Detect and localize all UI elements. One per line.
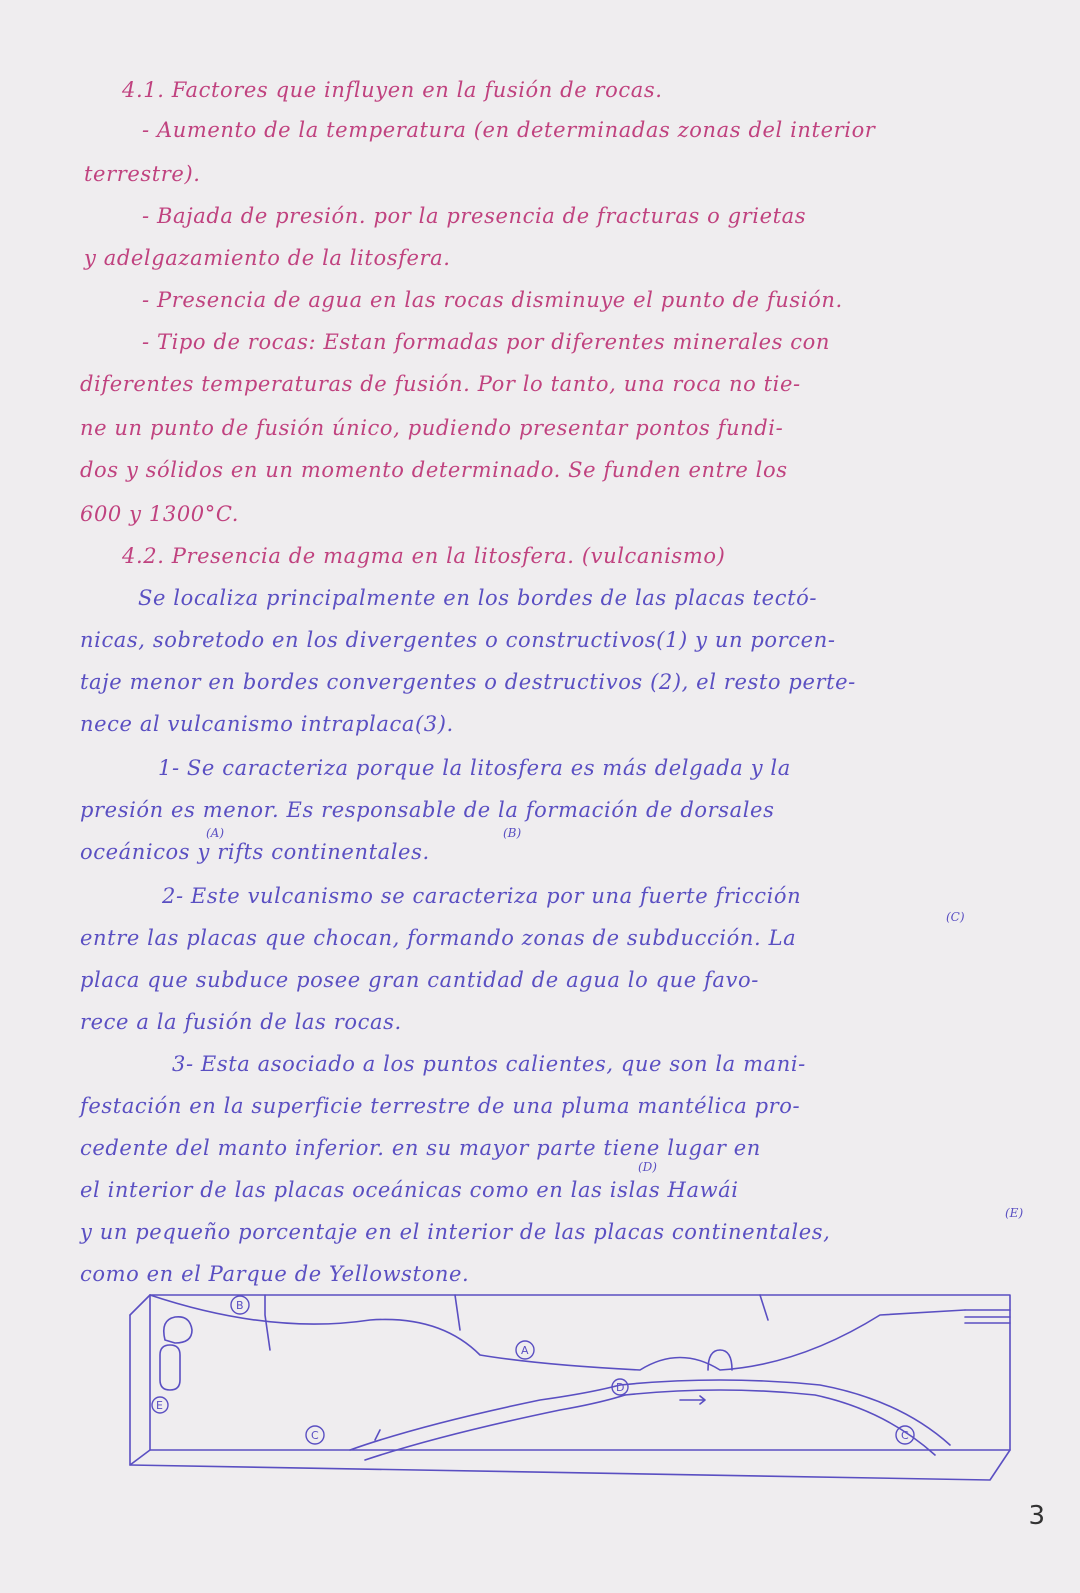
text-line: el interior de las placas oceánicas como en las islas Hawái bbox=[80, 1178, 739, 1202]
heading-4-2: 4.2. Presencia de magma en la litosfera. (vulcanismo) bbox=[122, 544, 726, 568]
text-line: diferentes temperaturas de fusión. Por lo tanto, una roca no tie- bbox=[80, 372, 801, 396]
plate-tectonics-diagram bbox=[120, 1275, 1030, 1490]
text-line: presión es menor. Es responsable de la formación de dorsales bbox=[80, 798, 775, 822]
text-line: taje menor en bordes convergentes o destructivos (2), el resto perte- bbox=[80, 670, 856, 694]
heading-4-1: 4.1. Factores que influyen en la fusión de rocas. bbox=[122, 78, 663, 102]
superscript-c: (C) bbox=[946, 910, 965, 924]
text-line: nece al vulcanismo intraplaca(3). bbox=[80, 712, 454, 736]
text-line: como en el Parque de Yellowstone. bbox=[80, 1262, 470, 1286]
superscript-d: (D) bbox=[638, 1160, 657, 1174]
block-outline bbox=[150, 1295, 1010, 1450]
text-line: festación en la superficie terrestre de una pluma mantélica pro- bbox=[80, 1094, 801, 1118]
text-line: y adelgazamiento de la litosfera. bbox=[84, 246, 451, 270]
diagram-label-e: E bbox=[156, 1399, 163, 1412]
text-line: entre las placas que chocan, formando zonas de subducción. La bbox=[80, 926, 797, 950]
text-line: - Tipo de rocas: Estan formadas por diferentes minerales con bbox=[142, 330, 830, 354]
text-line: oceánicos y rifts continentales. bbox=[80, 840, 430, 864]
text-line: - Aumento de la temperatura (en determinadas zonas del interior bbox=[142, 118, 876, 142]
text-line: - Bajada de presión. por la presencia de fracturas o grietas bbox=[142, 204, 807, 228]
text-line: terrestre). bbox=[84, 162, 201, 186]
diagram-label-d: D bbox=[616, 1381, 625, 1394]
superscript-b: (B) bbox=[503, 826, 522, 840]
text-line: y un pequeño porcentaje en el interior de las placas continentales, bbox=[80, 1220, 831, 1244]
text-line: rece a la fusión de las rocas. bbox=[80, 1010, 402, 1034]
text-line: ne un punto de fusión único, pudiendo presentar pontos fundi- bbox=[80, 416, 784, 440]
text-line: 600 y 1300°C. bbox=[80, 502, 240, 526]
diagram-label-b: B bbox=[236, 1299, 244, 1312]
text-line: nicas, sobretodo en los divergentes o constructivos(1) y un porcen- bbox=[80, 628, 836, 652]
text-line: 3- Esta asociado a los puntos calientes, que son la mani- bbox=[172, 1052, 806, 1076]
text-line: - Presencia de agua en las rocas disminuye el punto de fusión. bbox=[142, 288, 843, 312]
text-line: 1- Se caracteriza porque la litosfera es más delgada y la bbox=[158, 756, 791, 780]
superscript-e: (E) bbox=[1005, 1206, 1024, 1220]
text-line: 2- Este vulcanismo se caracteriza por una fuerte fricción bbox=[162, 884, 802, 908]
text-line: placa que subduce posee gran cantidad de agua lo que favo- bbox=[80, 968, 759, 992]
page-number: 3 bbox=[1028, 1501, 1045, 1531]
text-line: Se localiza principalmente en los bordes de las placas tectó- bbox=[138, 586, 818, 610]
text-line: cedente del manto inferior. en su mayor parte tiene lugar en bbox=[80, 1136, 761, 1160]
diagram-label-a: A bbox=[521, 1344, 529, 1357]
superscript-a: (A) bbox=[206, 826, 225, 840]
diagram-label-c-right: C bbox=[901, 1429, 909, 1442]
text-line: dos y sólidos en un momento determinado. Se funden entre los bbox=[80, 458, 788, 482]
diagram-label-c-left: C bbox=[311, 1429, 319, 1442]
